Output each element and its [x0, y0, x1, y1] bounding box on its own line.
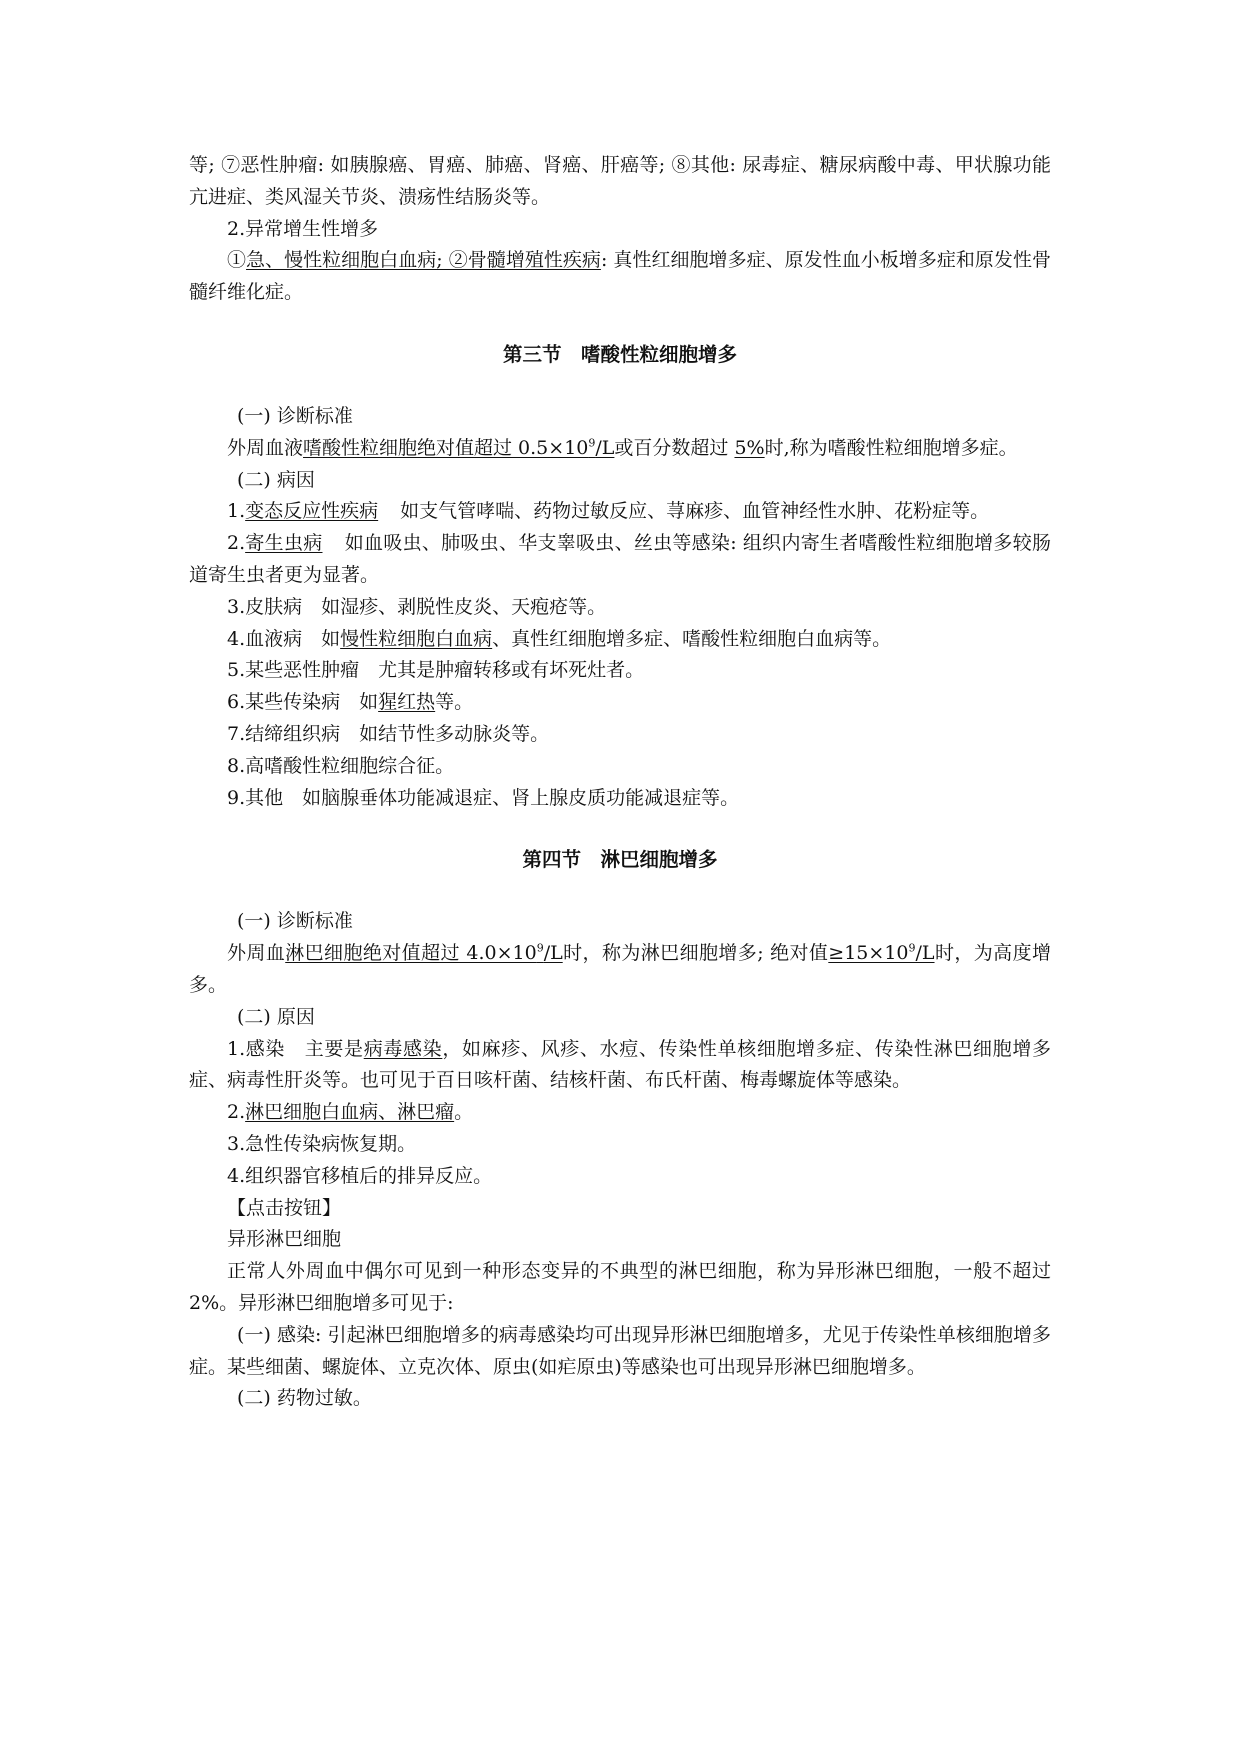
- text-span: 、真性红细胞增多症、嗜酸性粒细胞白血病等。: [492, 627, 892, 650]
- list-item: [189, 496, 1051, 528]
- text-span: 时，称为淋巴细胞增多; 绝对值: [562, 942, 829, 965]
- text-span: /L: [543, 942, 563, 965]
- click-button-marker[interactable]: 【点击按钮】: [227, 1196, 342, 1219]
- subsection-heading: (一) 诊断标准: [237, 404, 353, 427]
- text-span: 等。: [435, 691, 474, 714]
- list-item: [189, 1034, 1051, 1098]
- list-item: 7.结缔组织病 如结节性多动脉炎等。: [227, 722, 550, 745]
- exponent: 9: [588, 436, 596, 450]
- list-item: 8.高嗜酸性粒细胞综合征。: [227, 754, 455, 777]
- text-span: 嗜酸性粒细胞绝对值超过 0.5×10: [303, 436, 589, 459]
- text-span: /L: [595, 436, 615, 459]
- list-item: 5.某些恶性肿瘤 尤其是肿瘤转移或有坏死灶者。: [227, 659, 645, 682]
- paragraph: [189, 433, 1051, 465]
- underlined-term: 变态反应性疾病: [245, 500, 379, 523]
- exponent: 9: [908, 941, 916, 955]
- text-span: ，如麻疹、风疹、水痘、传染性单核细胞增多症、传染性淋巴细胞增多症、病毒性肝炎等。也可见于百日咳杆菌、结核杆菌、布氏杆菌、梅毒螺旋体等感染。: [189, 1037, 1051, 1092]
- list-item: [189, 245, 1051, 309]
- text-span: 外周血液: [227, 436, 304, 459]
- document-body: [189, 150, 1051, 1415]
- item-number: 2.: [227, 532, 246, 555]
- item-number: 1.: [227, 500, 246, 523]
- underlined-term: [285, 942, 562, 964]
- list-item: [189, 624, 1051, 656]
- subsection-heading: (二) 原因: [237, 1005, 315, 1028]
- list-item: 2.异常增生性增多: [227, 217, 379, 240]
- list-item: 3.急性传染病恢复期。: [227, 1132, 417, 1155]
- list-item: 3.皮肤病 如湿疹、剥脱性皮炎、天疱疮等。: [227, 595, 607, 618]
- underlined-term: 猩红热: [378, 691, 436, 714]
- text-span: 如血吸虫、肺吸虫、华支睾吸虫、丝虫等感染: 组织内寄生者嗜酸性粒细胞增多较肠道寄生虫者更为显著。: [189, 532, 1051, 586]
- paragraph: [189, 938, 1051, 1002]
- paragraph: 正常人外周血中偶尔可见到一种形态变异的不典型的淋巴细胞，称为异形淋巴细胞，一般不超过 2%。异形淋巴细胞增多可见于:: [189, 1260, 1051, 1314]
- text-span: ≥15×10: [828, 942, 909, 965]
- text-span: 外周血: [227, 942, 286, 965]
- exponent: 9: [536, 941, 544, 955]
- underlined-term: 淋巴细胞白血病、淋巴瘤: [245, 1101, 455, 1124]
- text-span: 6.某些传染病 如: [227, 691, 379, 714]
- text-span: 1.感染 主要是: [227, 1037, 364, 1060]
- list-item: [189, 1097, 1051, 1129]
- underlined-term: 慢性粒细胞白血病: [340, 627, 493, 650]
- underlined-term: [303, 437, 614, 459]
- paragraph-continuation: 等; ⑦恶性肿瘤: 如胰腺癌、胃癌、肺癌、肾癌、肝癌等; ⑧其他: 尿毒症、糖尿病酸中毒、甲状腺功能亢进症、类风湿关节炎、溃疡性结肠炎等。: [189, 154, 1051, 208]
- circled-number: ①: [227, 249, 247, 272]
- text-span: 。: [454, 1101, 474, 1124]
- text-span: 时，为高度增多。: [189, 942, 1051, 996]
- text-span: 或百分数超过: [614, 436, 729, 459]
- underlined-term: 急、慢性粒细胞白血病; ②骨髓增殖性疾病: [246, 249, 601, 272]
- text-span: /L: [915, 942, 935, 965]
- subsection-heading: (一) 诊断标准: [237, 910, 353, 933]
- text-span: 时,称为嗜酸性粒细胞增多症。: [764, 436, 1018, 459]
- underlined-term: 5%: [734, 436, 765, 459]
- section-heading: 第四节 淋巴细胞增多: [522, 848, 718, 872]
- text-span: 4.血液病 如: [227, 627, 341, 650]
- underlined-term: 寄生虫病: [245, 532, 323, 555]
- text-span: : 真性红细胞增多症、原发性血小板增多症和原发性骨髓纤维化症。: [189, 249, 1051, 304]
- list-item: 9.其他 如脑腺垂体功能减退症、肾上腺皮质功能减退症等。: [227, 786, 740, 809]
- subtopic-title: 异形淋巴细胞: [227, 1228, 342, 1251]
- underlined-term: 病毒感染: [363, 1037, 443, 1060]
- list-item: 4.组织器官移植后的排异反应。: [227, 1164, 493, 1187]
- paragraph: (一) 感染: 引起淋巴细胞增多的病毒感染均可出现异形淋巴细胞增多，尤见于传染性单核细胞增多症。某些细菌、螺旋体、立克次体、原虫(如疟原虫)等感染也可出现异形淋巴细胞增多。: [189, 1323, 1051, 1378]
- underlined-term: [828, 942, 934, 964]
- text-span: 淋巴细胞绝对值超过 4.0×10: [285, 942, 537, 965]
- paragraph: (二) 药物过敏。: [237, 1387, 372, 1410]
- subsection-heading: (二) 病因: [237, 468, 315, 491]
- text-span: 如支气管哮喘、药物过敏反应、荨麻疹、血管神经性水肿、花粉症等。: [400, 500, 990, 523]
- list-item: [189, 528, 1051, 592]
- item-number: 2.: [227, 1101, 246, 1124]
- section-heading: 第三节 嗜酸性粒细胞增多: [502, 342, 737, 366]
- list-item: [189, 687, 1051, 719]
